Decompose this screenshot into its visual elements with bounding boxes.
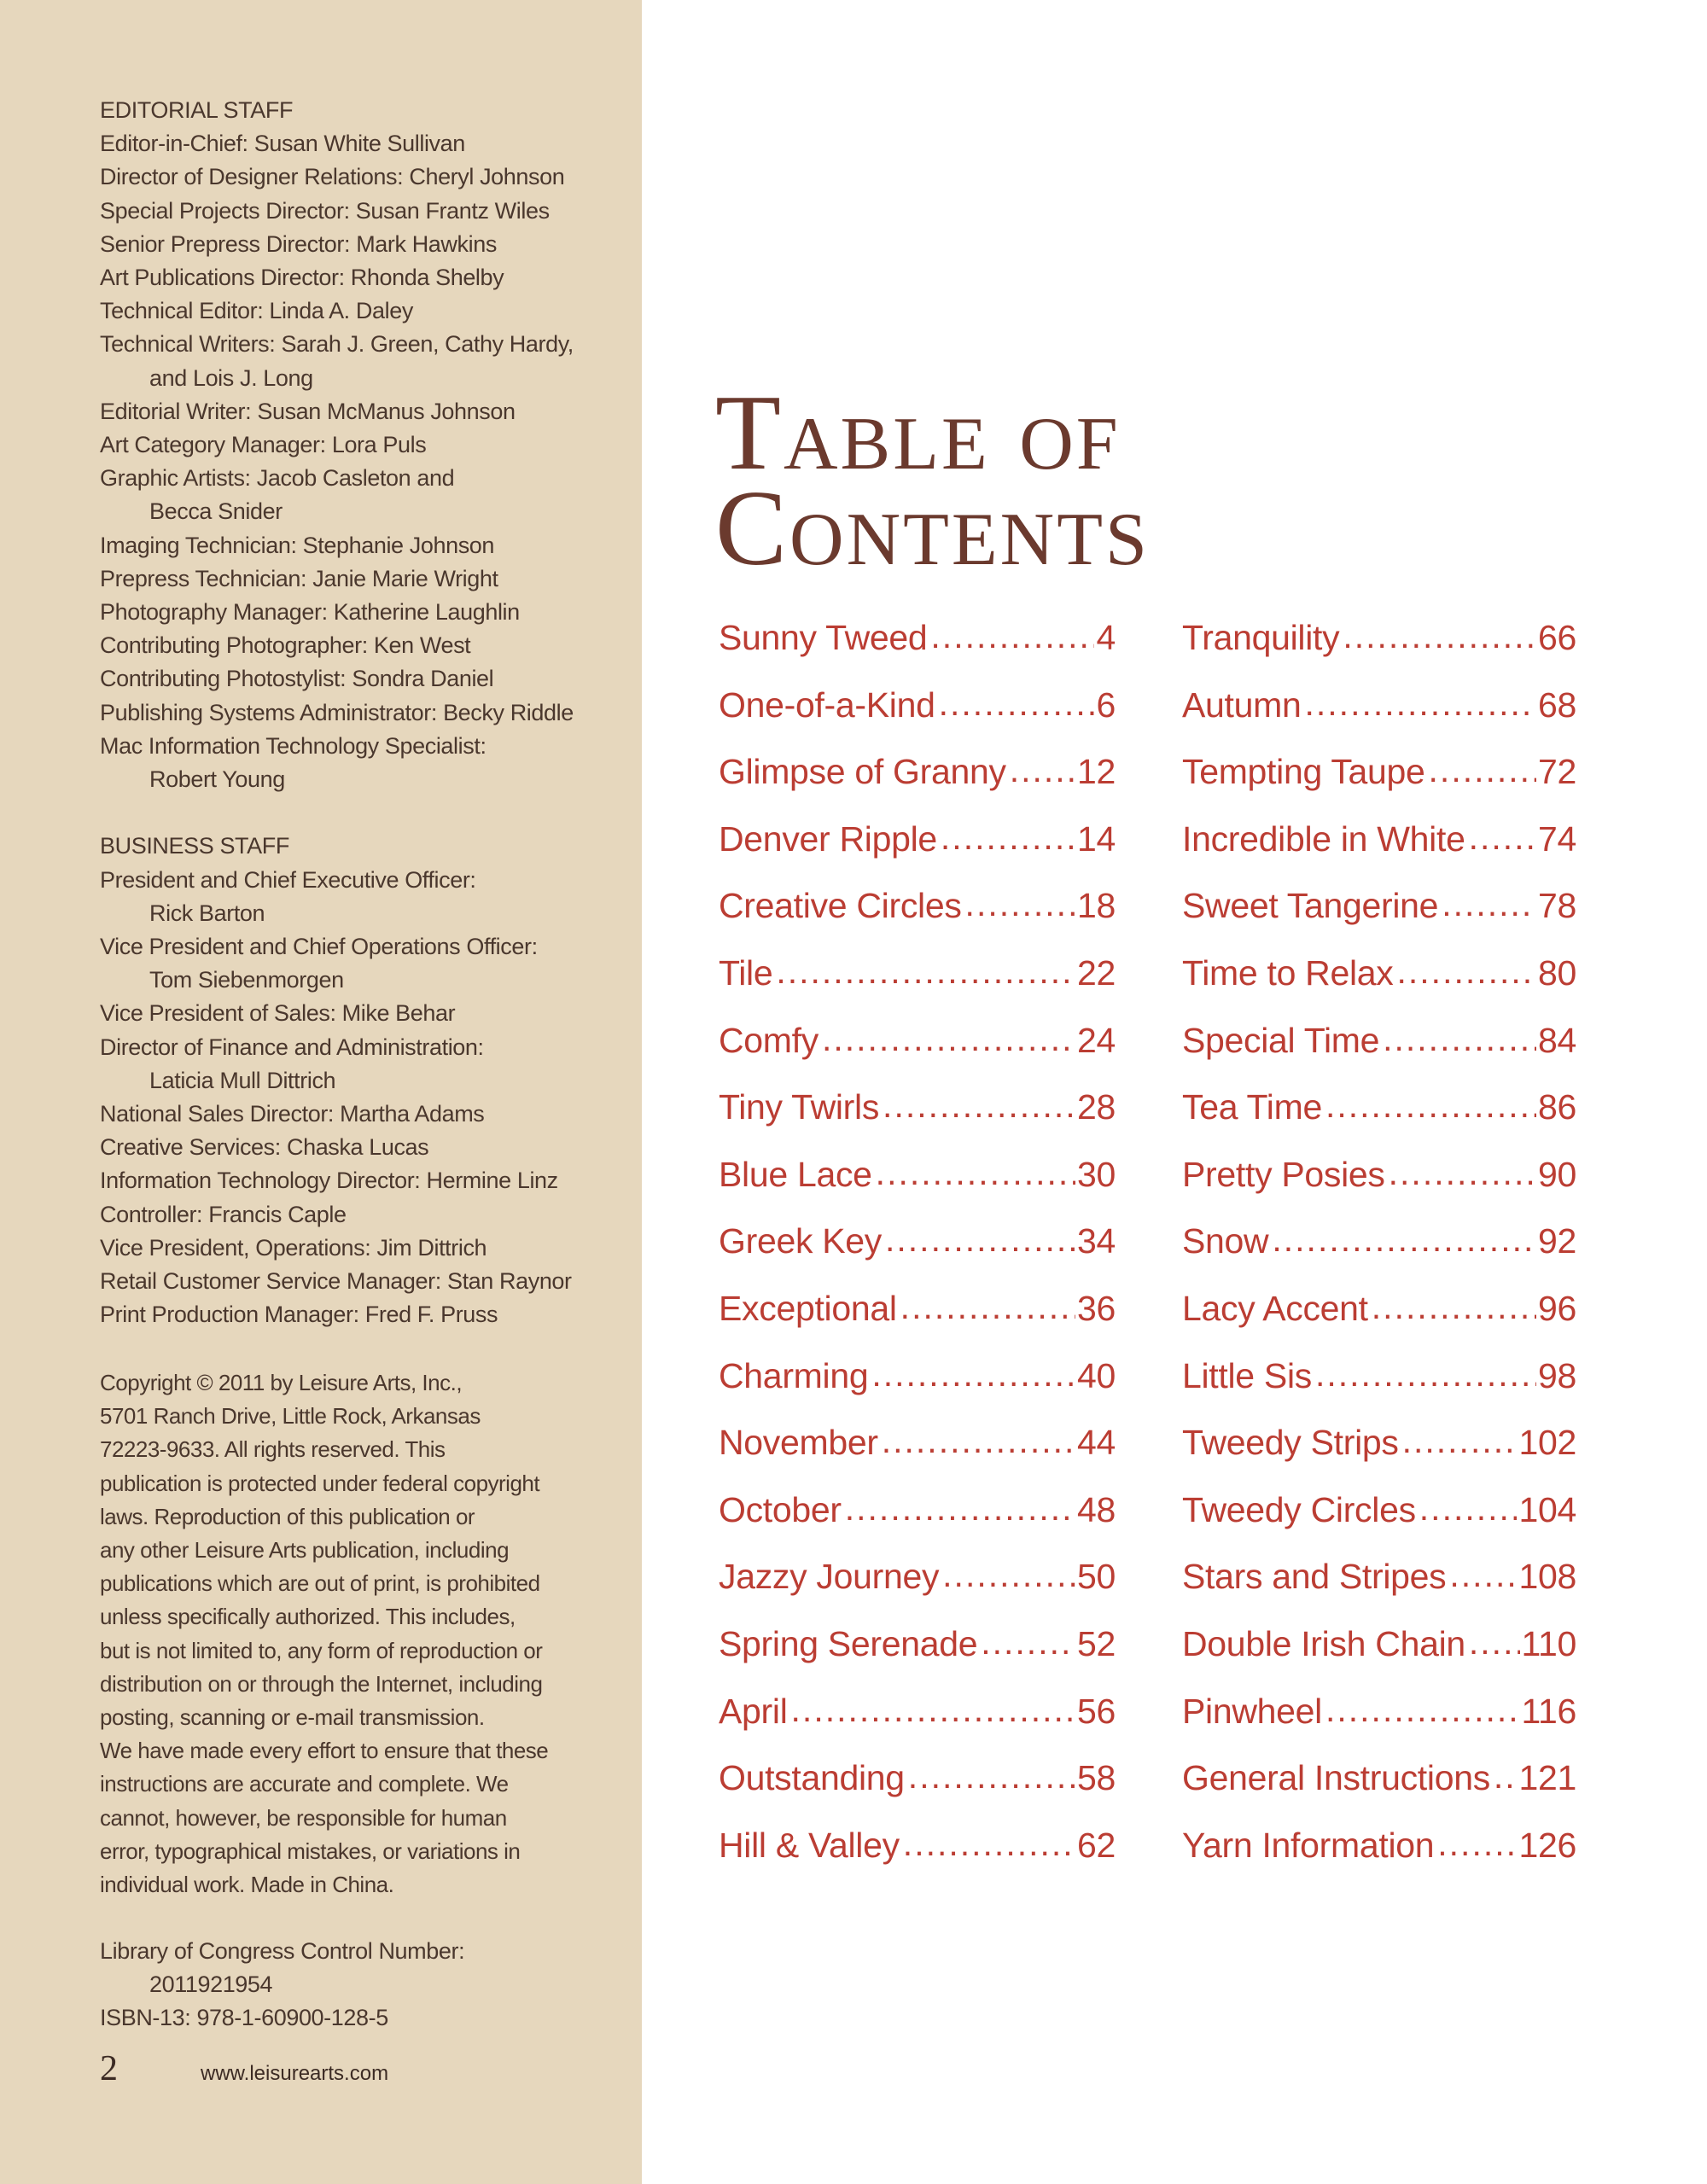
toc-entry-page: 72 [1537,752,1576,792]
toc-entry-page: 84 [1537,1020,1576,1060]
staff-credit-continuation: Becca Snider [149,498,283,525]
page-title [715,374,1150,588]
copyright-line: publication is protected under federal copyright [100,1470,540,1496]
toc-entry-page: 62 [1076,1825,1116,1865]
toc-entry-title: Comfy [719,1020,819,1060]
toc-entry-creative-circles[interactable] [719,886,1116,953]
staff-credit: Controller: Francis Caple [100,1201,347,1227]
toc-entry-spring-serenade[interactable] [719,1624,1116,1692]
toc-entry-jazzy-journey[interactable] [719,1557,1116,1624]
dot-leader [900,1287,1075,1327]
copyright-line: 72223-9633. All rights reserved. This [100,1436,446,1463]
toc-entry-outstanding[interactable] [719,1758,1116,1826]
toc-entry-page: 50 [1076,1557,1116,1597]
toc-entry-page: 6 [1096,684,1116,725]
copyright-line: cannot, however, be responsible for human [100,1804,507,1831]
toc-entry-tile[interactable] [719,953,1116,1021]
staff-credit: Technical Editor: Linda A. Daley [100,298,413,324]
toc-entry-title: Autumn [1182,684,1302,725]
toc-entry-page: 18 [1076,886,1116,926]
toc-entry-hill-and-valley[interactable] [719,1826,1116,1893]
toc-entry-page: 108 [1518,1557,1576,1597]
toc-entry-title: Tweedy Strips [1182,1423,1399,1463]
toc-entry-title: Lacy Accent [1182,1288,1368,1328]
staff-credit: Creative Services: Chaska Lucas [100,1134,429,1161]
credits-block [100,94,629,1332]
dot-leader [871,1354,1075,1395]
staff-credit: Vice President of Sales: Mike Behar [100,1000,456,1027]
toc-entry-page: 68 [1537,684,1576,725]
dot-leader [941,818,1075,858]
toc-entry-tranquility[interactable] [1182,618,1576,685]
dot-leader [1429,750,1536,790]
toc-entry-title: Charming [719,1355,869,1395]
staff-credit: Editor-in-Chief: Susan White Sullivan [100,131,465,157]
toc-entry-page: 56 [1076,1691,1116,1731]
staff-credit: Contributing Photostylist: Sondra Daniel [100,666,494,692]
toc-entry-page: 48 [1076,1489,1116,1529]
business-staff-list [100,864,629,1332]
dot-leader [885,1220,1075,1260]
toc-entry-lacy-accent[interactable] [1182,1289,1576,1356]
staff-credit: Art Category Manager: Lora Puls [100,432,427,458]
copyright-notice [100,1366,638,1902]
editorial-staff-heading: EDITORIAL STAFF [100,97,294,123]
staff-credit-continuation: and Lois J. Long [149,364,313,391]
toc-entry-page: 110 [1521,1623,1576,1663]
toc-entry-tweedy-circles[interactable] [1182,1490,1576,1558]
dot-leader [1469,818,1536,858]
toc-entry-page: 126 [1518,1825,1576,1865]
toc-entry-page: 22 [1076,952,1116,993]
toc-entry-title: Denver Ripple [719,818,937,859]
toc-entry-title: One-of-a-Kind [719,684,935,725]
toc-entry-title: Incredible in White [1182,818,1465,859]
toc-entry-page: 30 [1076,1154,1116,1194]
toc-entry-page: 36 [1076,1288,1116,1328]
toc-entry-comfy[interactable] [719,1021,1116,1088]
copyright-line: but is not limited to, any form of reproduction or [100,1637,543,1663]
toc-entry-page: 96 [1537,1288,1576,1328]
toc-entry-sweet-tangerine[interactable] [1182,886,1576,953]
toc-entry-title: April [719,1691,788,1731]
staff-credit: Information Technology Director: Hermine Linz [100,1168,558,1194]
staff-credit: President and Chief Executive Officer: [100,866,476,893]
staff-credit: Print Production Manager: Fred F. Pruss [100,1302,498,1328]
dot-leader [1402,1421,1518,1461]
toc-entry-pretty-posies[interactable] [1182,1155,1576,1222]
toc-entry-november[interactable] [719,1423,1116,1490]
toc-entry-title: Special Time [1182,1020,1380,1060]
dot-leader [1010,750,1075,790]
library-info [100,1935,464,2035]
toc-column-left [719,618,1116,1892]
toc-entry-title: Tile [719,952,773,993]
copyright-line: We have made every effort to ensure that these [100,1738,549,1764]
dot-leader [965,884,1075,924]
staff-credit-continuation: Robert Young [149,766,285,793]
toc-entry-page: 24 [1076,1020,1116,1060]
toc-entry-general-instructions[interactable] [1182,1758,1576,1826]
toc-entry-page: 80 [1537,952,1576,993]
section-spacer [100,796,629,830]
dot-leader [1372,1287,1536,1327]
toc-entry-page: 28 [1076,1087,1116,1127]
dot-leader [908,1756,1075,1797]
toc-entry-title: October [719,1489,842,1529]
staff-credit: Director of Finance and Administration: [100,1034,484,1060]
toc-entry-title: November [719,1423,878,1463]
dot-leader [1494,1756,1518,1797]
dot-leader [845,1488,1075,1529]
copyright-line: 5701 Ranch Drive, Little Rock, Arkansas [100,1403,481,1430]
toc-entry-title: Blue Lace [719,1154,872,1194]
toc-entry-page: 92 [1537,1221,1576,1261]
dot-leader [822,1019,1075,1059]
dot-leader [1272,1220,1536,1260]
dot-leader [1449,1555,1517,1595]
staff-credit: National Sales Director: Martha Adams [100,1101,485,1127]
dot-leader [1325,1086,1536,1126]
toc-entry-page: 102 [1518,1423,1576,1463]
toc-entry-title: Spring Serenade [719,1623,978,1663]
toc-entry-title: Greek Key [719,1221,882,1261]
staff-credit: Retail Customer Service Manager: Stan Raynor [100,1268,572,1295]
staff-credit-continuation: Tom Siebenmorgen [149,967,344,993]
toc-entry-page: 78 [1537,886,1576,926]
staff-credit: Vice President, Operations: Jim Dittrich [100,1234,487,1261]
toc-entry-page: 34 [1076,1221,1116,1261]
copyright-line: publications which are out of print, is prohibited [100,1570,540,1597]
dot-leader [1325,1690,1520,1730]
toc-entry-title: Pinwheel [1182,1691,1322,1731]
website-link[interactable]: www.leisurearts.com [201,2062,389,2085]
isbn: ISBN-13: 978-1-60900-128-5 [100,2005,388,2031]
toc-entry-snow[interactable] [1182,1221,1576,1289]
toc-entry-page: 4 [1096,618,1116,657]
staff-credit-continuation: Rick Barton [149,900,265,926]
toc-entry-charming[interactable] [719,1356,1116,1424]
dot-leader [1343,616,1536,656]
toc-entry-sunny-tweed[interactable] [719,618,1116,685]
dot-leader [1389,1153,1536,1193]
toc-entry-page: 52 [1076,1623,1116,1663]
staff-credit: Vice President and Chief Operations Officer: [100,934,538,960]
lccn-value: 2011921954 [149,1971,273,1998]
toc-entry-page: 12 [1076,752,1116,792]
title-line-2: Contents [715,469,1150,588]
copyright-line: individual work. Made in China. [100,1872,394,1898]
toc-entry-title: Sweet Tangerine [1182,886,1439,926]
copyright-line: unless specifically authorized. This includes, [100,1604,516,1630]
toc-entry-page: 86 [1537,1087,1576,1127]
toc-entry-title: Tweedy Circles [1182,1489,1416,1529]
toc-entry-one-of-a-kind[interactable] [719,685,1116,753]
staff-credit: Senior Prepress Director: Mark Hawkins [100,230,497,257]
staff-credit: Contributing Photographer: Ken West [100,632,471,659]
toc-entry-page: 74 [1537,818,1576,859]
dot-leader [1442,884,1536,924]
dot-leader [791,1690,1075,1730]
toc-entry-special-time[interactable] [1182,1021,1576,1088]
staff-credit: Graphic Artists: Jacob Casleton and [100,465,455,492]
dot-leader [981,1622,1075,1663]
toc-entry-page: 44 [1076,1423,1116,1463]
toc-entry-incredible-in-white[interactable] [1182,819,1576,887]
toc-entry-yarn-information[interactable] [1182,1826,1576,1893]
toc-entry-title: Jazzy Journey [719,1557,940,1597]
dot-leader [876,1153,1075,1193]
toc-entry-title: Sunny Tweed [719,618,928,657]
toc-entry-title: Snow [1182,1221,1269,1261]
toc-entry-denver-ripple[interactable] [719,819,1116,887]
toc-entry-october[interactable] [719,1490,1116,1558]
toc-entry-exceptional[interactable] [719,1289,1116,1356]
staff-credit: Director of Designer Relations: Cheryl Johnson [100,164,565,190]
toc-entry-title: Stars and Stripes [1182,1557,1447,1597]
toc-entry-pinwheel[interactable] [1182,1692,1576,1759]
toc-entry-autumn[interactable] [1182,685,1576,753]
dot-leader [1469,1622,1520,1663]
staff-credit: Mac Information Technology Specialist: [100,732,486,759]
toc-entry-page: 14 [1076,818,1116,859]
toc-entry-title: Pretty Posies [1182,1154,1385,1194]
toc-entry-time-to-relax[interactable] [1182,953,1576,1021]
staff-credit: Publishing Systems Administrator: Becky Riddle [100,699,574,725]
dot-leader [776,952,1075,992]
copyright-line: posting, scanning or e-mail transmission. [100,1704,485,1731]
lccn-label: Library of Congress Control Number: [100,1938,465,1964]
staff-credit: Technical Writers: Sarah J. Green, Cathy Hardy, [100,331,574,358]
staff-credit: Special Projects Director: Susan Frantz Wiles [100,197,550,224]
toc-entry-page: 66 [1537,618,1576,657]
toc-entry-page: 98 [1537,1355,1576,1395]
dot-leader [903,1824,1075,1864]
page-number: 2 [100,2049,118,2088]
toc-column-right [1182,618,1576,1892]
toc-entry-title: Little Sis [1182,1355,1312,1395]
toc-entry-page: 104 [1518,1489,1576,1529]
toc-entry-title: General Instructions [1182,1758,1490,1798]
toc-entry-title: Double Irish Chain [1182,1623,1465,1663]
dot-leader [1305,684,1536,724]
staff-credit: Photography Manager: Katherine Laughlin [100,599,520,626]
toc-entry-title: Tiny Twirls [719,1087,880,1127]
toc-entry-title: Outstanding [719,1758,905,1798]
toc-entry-tweedy-strips[interactable] [1182,1423,1576,1490]
copyright-line: laws. Reproduction of this publication or [100,1503,475,1529]
dot-leader [1437,1824,1517,1864]
toc-entry-greek-key[interactable] [719,1221,1116,1289]
dot-leader [942,1555,1075,1595]
editorial-staff-list [100,127,629,796]
toc-entry-tempting-taupe[interactable] [1182,752,1576,819]
toc-entry-title: Creative Circles [719,886,962,926]
copyright-line: error, typographical mistakes, or variations in [100,1837,521,1864]
toc-entry-tea-time[interactable] [1182,1087,1576,1155]
toc-entry-glimpse-of-granny[interactable] [719,752,1116,819]
toc-entry-blue-lace[interactable] [719,1155,1116,1222]
toc-entry-title: Exceptional [719,1288,897,1328]
dot-leader [930,616,1094,656]
staff-credit-continuation: Laticia Mull Dittrich [149,1067,336,1093]
dot-leader [882,1421,1075,1461]
copyright-line: any other Leisure Arts publication, including [100,1537,510,1564]
toc-entry-title: Yarn Information [1182,1825,1435,1865]
title-line-1: Table of [715,374,1121,492]
toc-entry-double-irish-chain[interactable] [1182,1624,1576,1692]
dot-leader [883,1086,1075,1126]
toc-entry-page: 116 [1521,1691,1576,1731]
copyright-line: Copyright © 2011 by Leisure Arts, Inc., [100,1370,463,1395]
toc-entry-page: 58 [1076,1758,1116,1798]
staff-sidebar [0,0,642,2184]
page-footer [100,2048,388,2089]
dot-leader [939,684,1095,724]
staff-credit: Art Publications Director: Rhonda Shelby [100,265,504,291]
toc-entry-april[interactable] [719,1692,1116,1759]
toc-entry-page: 90 [1537,1154,1576,1194]
toc-entry-title: Tea Time [1182,1087,1322,1127]
copyright-line: instructions are accurate and complete. We [100,1771,509,1797]
dot-leader [1419,1488,1518,1529]
toc-entry-page: 121 [1518,1758,1576,1798]
toc-entry-tiny-twirls[interactable] [719,1087,1116,1155]
toc-entry-title: Glimpse of Granny [719,752,1006,792]
toc-entry-title: Tranquility [1182,618,1340,657]
dot-leader [1315,1354,1536,1395]
business-staff-heading: BUSINESS STAFF [100,833,289,859]
dot-leader [1383,1019,1536,1059]
toc-entry-title: Time to Relax [1182,952,1394,993]
staff-credit: Prepress Technician: Janie Marie Wright [100,565,498,591]
staff-credit: Editorial Writer: Susan McManus Johnson [100,398,516,424]
copyright-line: distribution on or through the Internet, including [100,1670,543,1697]
toc-entry-stars-and-stripes[interactable] [1182,1557,1576,1624]
dot-leader [1397,952,1536,992]
toc-entry-title: Tempting Taupe [1182,752,1425,792]
toc-entry-little-sis[interactable] [1182,1356,1576,1424]
staff-credit: Imaging Technician: Stephanie Johnson [100,532,495,558]
toc-entry-page: 40 [1076,1355,1116,1395]
toc-entry-title: Hill & Valley [719,1825,900,1865]
